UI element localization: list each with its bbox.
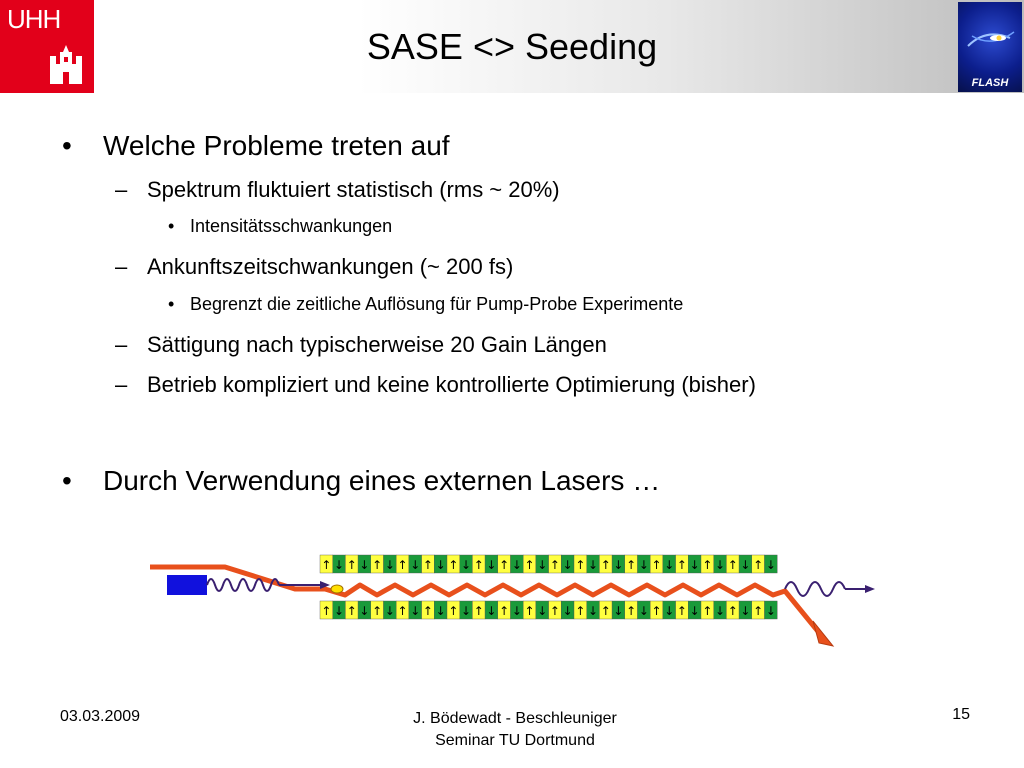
uhh-logo-text: UHH [7,4,61,34]
arrow-up-icon: ↑ [372,558,383,572]
bullet-text: Betrieb kompliziert und keine kontrollierte Optimierung (bisher) [147,372,756,397]
arrow-up-icon: ↑ [651,558,662,572]
arrow-down-icon: ↓ [562,604,573,618]
arrow-up-icon: ↑ [397,604,408,618]
arrow-up-icon: ↑ [448,558,459,572]
bullet-text: Begrenzt die zeitliche Auflösung für Pump-Probe Experimente [190,294,684,314]
fel-output-wave [785,582,845,596]
bullet-text: Intensitätsschwankungen [190,216,393,236]
arrow-down-icon: ↓ [588,604,599,618]
arrow-up-icon: ↑ [727,558,738,572]
arrow-up-icon: ↑ [524,604,535,618]
arrow-up-icon: ↑ [397,558,408,572]
arrow-up-icon: ↑ [499,604,510,618]
bullet-text: Sättigung nach typischerweise 20 Gain Längen [147,332,607,357]
arrow-down-icon: ↓ [765,558,776,572]
electron-beam-arrowhead [813,621,833,646]
header-bar [0,0,1024,93]
arrow-down-icon: ↓ [461,558,472,572]
seed-laser-box [167,575,207,595]
arrow-up-icon: ↑ [600,558,611,572]
bullet-marker: • [62,130,72,161]
undulator-magnets-bottom [320,601,777,619]
arrow-down-icon: ↓ [765,604,776,618]
flash-logo-text: FLASH [971,77,1009,89]
arrow-up-icon: ↑ [575,558,586,572]
seeding-diagram [145,545,880,655]
arrow-down-icon: ↓ [588,558,599,572]
arrow-down-icon: ↓ [613,604,624,618]
arrow-up-icon: ↑ [651,604,662,618]
arrow-up-icon: ↑ [676,604,687,618]
arrow-down-icon: ↓ [435,558,446,572]
arrow-down-icon: ↓ [435,604,446,618]
arrow-up-icon: ↑ [422,558,433,572]
arrow-up-icon: ↑ [626,604,637,618]
arrow-down-icon: ↓ [740,558,751,572]
footer-date: 03.03.2009 [60,708,141,725]
arrow-down-icon: ↓ [689,558,700,572]
arrow-up-icon: ↑ [321,558,332,572]
arrow-down-icon: ↓ [410,558,421,572]
arrow-down-icon: ↓ [334,558,345,572]
bullet-marker: – [115,254,128,279]
arrow-up-icon: ↑ [346,604,357,618]
arrow-down-icon: ↓ [740,604,751,618]
page-number: 15 [952,706,970,723]
arrow-up-icon: ↑ [549,558,560,572]
bullet-marker: – [115,332,128,357]
arrow-down-icon: ↓ [359,604,370,618]
arrow-down-icon: ↓ [638,604,649,618]
arrow-down-icon: ↓ [715,558,726,572]
slide-title: SASE <> Seeding [366,26,658,67]
bullet-text: Welche Probleme treten auf [103,130,450,161]
arrow-down-icon: ↓ [359,558,370,572]
arrow-down-icon: ↓ [562,558,573,572]
bullet-text: Durch Verwendung eines externen Lasers … [103,465,661,496]
arrow-down-icon: ↓ [511,558,522,572]
arrow-up-icon: ↑ [499,558,510,572]
electron-bunch-icon [331,585,343,593]
arrow-down-icon: ↓ [715,604,726,618]
flash-logo [958,2,1022,92]
arrow-up-icon: ↑ [600,604,611,618]
arrow-up-icon: ↑ [321,604,332,618]
footer-author-line1: J. Bödewadt - Beschleuniger [413,710,617,727]
undulator-magnets-top [320,555,777,573]
arrow-down-icon: ↓ [689,604,700,618]
arrow-up-icon: ↑ [346,558,357,572]
bullet-marker: – [115,372,128,397]
arrow-up-icon: ↑ [422,604,433,618]
arrow-up-icon: ↑ [372,604,383,618]
bullet-text: Ankunftszeitschwankungen (~ 200 fs) [147,254,514,279]
arrow-up-icon: ↑ [473,558,484,572]
arrow-down-icon: ↓ [664,558,675,572]
arrow-up-icon: ↑ [676,558,687,572]
arrow-up-icon: ↑ [549,604,560,618]
arrow-down-icon: ↓ [537,558,548,572]
arrow-up-icon: ↑ [702,558,713,572]
arrow-down-icon: ↓ [461,604,472,618]
arrow-up-icon: ↑ [753,604,764,618]
arrow-up-icon: ↑ [702,604,713,618]
bullet-marker: • [168,294,175,314]
arrow-down-icon: ↓ [638,558,649,572]
arrow-down-icon: ↓ [664,604,675,618]
flash-swirl-icon [958,2,1022,72]
bullet-marker: – [115,177,128,202]
arrow-down-icon: ↓ [511,604,522,618]
arrow-up-icon: ↑ [753,558,764,572]
footer-author [350,708,680,752]
arrow-down-icon: ↓ [486,604,497,618]
arrow-down-icon: ↓ [334,604,345,618]
bullet-marker: • [168,216,175,236]
arrow-down-icon: ↓ [384,604,395,618]
arrow-down-icon: ↓ [537,604,548,618]
arrow-up-icon: ↑ [448,604,459,618]
arrow-down-icon: ↓ [486,558,497,572]
arrow-up-icon: ↑ [524,558,535,572]
arrow-down-icon: ↓ [384,558,395,572]
arrow-down-icon: ↓ [613,558,624,572]
arrow-up-icon: ↑ [626,558,637,572]
footer-author-line2: Seminar TU Dortmund [435,732,595,749]
bullet-marker: • [62,465,72,496]
bullet-text: Spektrum fluktuiert statistisch (rms ~ 20%) [147,177,560,202]
fel-output-arrowhead [865,585,875,593]
arrow-up-icon: ↑ [473,604,484,618]
arrow-down-icon: ↓ [410,604,421,618]
arrow-up-icon: ↑ [727,604,738,618]
arrow-up-icon: ↑ [575,604,586,618]
